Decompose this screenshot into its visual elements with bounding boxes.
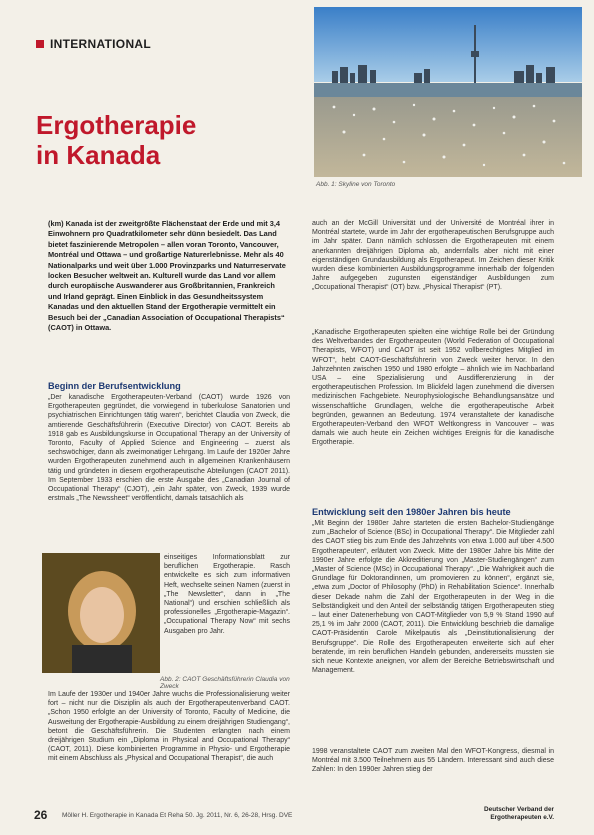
right-paragraph-4: 1998 veranstaltete CAOT zum zweiten Mal den WFOT-Kongress, diesmal in Montréal mit 3.500 Teilnehmern aus 55 Ländern. Interessant sind auch diese Zahlen: In den 1990er Jahren stieg der <box>312 748 554 774</box>
left-paragraph-1-wrap: einseitiges Informationsblatt zur beruflichen Ergotherapie. Rasch entwickelte es sich zum informativen Heft, wechselte seinen Namen (zuerst in „The Newsletter“, dann in „The National“) und erschien schließlich als professionelles „Ergotherapie-Magazin“. „Occupational Therapy Now“ mit sechs Ausgaben pro Jahr. <box>164 554 290 635</box>
assoc-line-2: Ergotherapeuten e.V. <box>490 814 554 821</box>
right-paragraph-1: auch an der McGill Universität und der Université de Montréal ihrer in Montréal startete, wurde im Jahr der ergotherapeutischen Berufsgruppe auch im Jahr später. Dann nämlich schlossen die Ergotherapeuten mit einem anerkannten dreijährigen Diploma ab, andernfalls aber nicht mit einer eigenständigen Grundausbildung als Ergotherapeut. Im Zeichen dieser Kritik wurden diese kombinierten Ausbildungsprogramme innerhalb der folgenden Jahre aufgegeben zugunsten eigenständiger Ausbildungen zum „Occupational Therapist“ (OT) bzw. „Physical Therapist“ (PT). <box>312 220 554 292</box>
title-line-2: in Kanada <box>36 140 161 170</box>
assoc-line-1: Deutscher Verband der <box>484 806 554 813</box>
portrait-caption: Abb. 2: CAOT Geschäftsführerin Claudia von Zweck <box>160 676 290 690</box>
left-paragraph-2: Im Laufe der 1930er und 1940er Jahre wuchs die Professionalisierung weiter fort – nicht nur die Disziplin als auch der Ergotherapeutenverband CAOT. „Schon 1950 erfolgte an der University of Toronto, Faculty of Medicine, die Ausweitung der Ergotherapie-Ausbildung zu einem dreijährigen Studiengang“, betont die Geschäftsführerin. Die Studenten erlangten nach einem dreijährigen Studium ein „Diploma in Physical and Occupational Therapy“ (CAOT, 2011). Diese kombinierten Programme in Physio- und Ergotherapie mit einem Abschluss als „Physical and Occupational Therapist“, die auch <box>48 691 290 763</box>
skyline-photo <box>314 7 582 177</box>
photo-caption: Abb. 1: Skyline von Toronto <box>316 181 396 188</box>
article-title <box>36 110 296 170</box>
section-tag <box>36 37 151 51</box>
page-number: 26 <box>34 808 48 822</box>
right-heading: Entwicklung seit den 1980er Jahren bis heute <box>312 507 511 517</box>
right-paragraph-2: „Kanadische Ergotherapeuten spielten eine wichtige Rolle bei der Gründung des Weltverbandes der Ergotherapeuten (World Federation of Occupational Therapists, WFOT) und CAOT ist seit 1952 vollberechtigtes Mitglied im WFOT“, hebt CAOT-Geschäftsführerin von Zweck weiter hervor. In den Jahrzehnten zwischen 1950 und 1980 erfolgte – ähnlich wie im Nachbarland USA – eine Spezialisierung und Ausdifferenzierung in der ergotherapeutischen Profession. Im Blickfeld lagen zunehmend die diversen medizinischen Fachgebiete. Neurophysiologische Behandlungsansätze und wissenschaftliche Grundlagen, welche die ergotherapeutische Arbeit begründen, gewannen an Bedeutung. 1974 veranstaltete der kanadische Ergotherapeuten-Verband den WFOT Weltkongress in Vancouver – was damals wie auch heute ein Zeichen wichtiges Ereignis für die kanadische Ergotherapie. <box>312 329 554 447</box>
section-label: INTERNATIONAL <box>50 37 152 51</box>
portrait-photo <box>42 553 160 673</box>
citation: Möller H. Ergotherapie in Kanada Et Reha 50. Jg. 2011, Nr. 6, 26-28, Hrsg. DVE <box>62 812 293 819</box>
publisher-association <box>484 806 554 822</box>
section-marker-icon <box>36 40 44 48</box>
right-paragraph-3: „Mit Beginn der 1980er Jahre starteten die ersten Bachelor-Studiengänge zum „Bachelor of Science (BSc) in Occupational Therapy“. Die Mitglieder zahl des CAOT stieg bis zum Ende des Jahrzehnts von etwa 1.000 auf über 4.500 Ergotherapeuten“, erläutert von Zweck. Mitte der 1980er Jahre bis Mitte der 1990er Jahre erfolgte die Akkreditierung von „Master-Studiengängen“ zum „Master of Science (MSc) in Occupational Therapy“. „Die Wahrigkeit auch die Grundlage für Doktorandinnen, um promovieren zu können“, ergänzt sie, „etwa zum „Doctor of Philosophy (PhD) in Rehabilitation Science“. Innerhalb dieser Dekade nahm die Zahl der Ergotherapeuten in der Weg in die Selbständigkeit und den Anteil der selbständig tätigen Ergotherapeuten stieg – laut einer Datenerhebung von CAOT-Mitglieder von 5,9 % Stand 1990 auf 25,1 % im Jahr 2000 (CAOT, 2011). Die Entwicklung beschrieb die damalige CAOT-Präsidentin Carole Mikelpautis als „Deinstitutionalisierung der Berufsgruppe“. Die Rolle des Ergotherapeuten erweiterte sich auf eher beratende, im rein beruflichen Handeln gebunden, andererseits mussten sie sich neue Kontexte aneignen, vor allem der Bereiche Betriebswirtschaft und Management. <box>312 520 554 675</box>
intro-paragraph: (km) Kanada ist der zweitgrößte Flächenstaat der Erde und mit 3,4 Einwohnern pro Quadratkilometer sehr dünn besiedelt. Das Land bietet faszinierende Metropolen – allen voran Toronto, Vancouver, Montréal und Ottawa – und großartige Naturerlebnisse. Mehr als 40 Nationalparks und weit über 1.000 Provinzparks und Naturreservate locken Besucher weltweit an. Kulturell wurde das Land vor allem durch europäische Auswanderer aus Großbritannien, Frankreich und Irland geprägt. Einen Einblick in das Gesundheitssystem Kanadas und den aktuellen Stand der Ergotherapie vermittelt ein Besuch bei der „Canadian Association of Occupational Therapists“ (CAOT) in Ottawa. <box>48 219 286 333</box>
left-paragraph-1: „Der kanadische Ergotherapeuten-Verband (CAOT) wurde 1926 von Ergotherapeuten gegründet, die vorwiegend in tuberkulose Sanatorien und psychiatrischen Einrichtungen tätig waren“, berichtet Claudia von Zweck, die amtierende Geschäftsführerin (Executive Director) von CAOT. Bereits ab 1918 gab es Ausbildungskurse in Occupational Therapy an der University of Toronto, Faculty of Applied Science and Engineering – zuerst als sechswöchiger, dann als zweimonatiger Lehrgang. Im Laufe der 1920er Jahre wurden Ergotherapeuten zunehmend auch in allgemeinen Krankenhäusern tätig und gründeten in diesem ergotherapeutische Abteilungen (CAOT 2011). Im September 1933 erschien die erste Ausgabe des „Canadian Journal of Occupational Therapy“ (CJOT), „ein Jahr später, von Zweck, 1939 wurde erstmals „The Newssheet“ veröffentlicht, damals tatsächlich als <box>48 394 290 503</box>
left-heading: Beginn der Berufsentwicklung <box>48 381 181 391</box>
title-line-1: Ergotherapie <box>36 110 197 140</box>
skyline-image <box>314 7 582 177</box>
portrait-image <box>42 553 160 673</box>
